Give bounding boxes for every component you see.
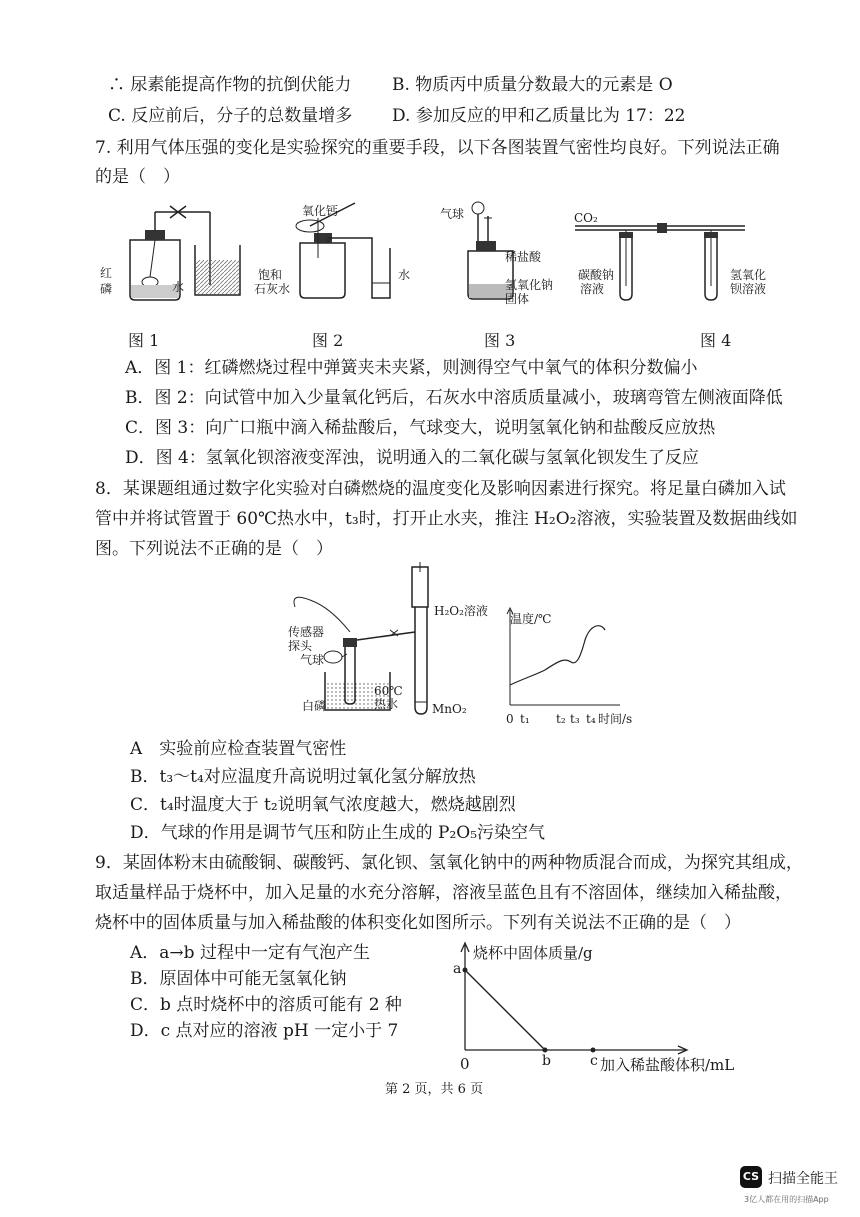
q7-option-b: B．图 2：向试管中加入少量氧化钙后，石灰水中溶质质量减小，玻璃弯管左侧液面降低: [125, 388, 783, 408]
q8-label-hot1: 60℃: [374, 684, 403, 698]
q8-label-mno2: MnO₂: [432, 702, 467, 716]
fig1-caption: 图 1: [128, 331, 160, 350]
fig4-label-na2co3-1: 碳酸钠: [578, 268, 615, 282]
q9-stem-line3: 烧杯中的固体质量与加入稀盐酸的体积变化如图所示。下列有关说法不正确的是（ ）: [95, 913, 741, 933]
q8-label-hot2: 热水: [374, 697, 399, 711]
fig2-caption: 图 2: [312, 331, 344, 350]
fig3-label-naoh2: 固体: [505, 292, 530, 306]
q8-label-sensor1: 传感器: [288, 625, 325, 639]
q9-point-label-c: c: [590, 1053, 598, 1069]
q9-option-c: C．b 点时烧杯中的溶质可能有 2 种: [130, 995, 402, 1015]
fig1-label-water: 水: [172, 280, 185, 294]
fig2-label-water: 水: [398, 268, 411, 282]
q9-point-a: [463, 968, 468, 973]
q9-point-c: [591, 1048, 596, 1053]
q8-label-h2o2: H₂O₂溶液: [434, 604, 488, 618]
q8-option-b: B．t₃～t₄对应温度升高说明过氧化氢分解放热: [130, 767, 476, 787]
q7-stem-line1: 7. 利用气体压强的变化是实验探究的重要手段，以下各图装置气密性均良好。下列说法正确: [95, 138, 780, 158]
watermark-tagline: 3亿人都在用的扫描App: [744, 1195, 829, 1204]
q9-point-b: [543, 1048, 548, 1053]
q6-option-d: D. 参加反应的甲和乙质量比为 17：22: [392, 106, 686, 126]
q6-option-c: C. 反应前后，分子的总数量增多: [108, 106, 353, 126]
q8-stem-line3: 图。下列说法不正确的是（ ）: [95, 539, 333, 559]
fig4-label-baoh-1: 氢氧化: [730, 268, 767, 282]
q9-series-line: [465, 970, 545, 1050]
fig1-label-red: 红: [100, 266, 113, 280]
q8-chart-tick0: 0: [506, 712, 514, 726]
q8-chart-ylabel: 温度/℃: [510, 612, 552, 626]
q7-stem-line2: 的是（ ）: [95, 167, 180, 187]
q9-chart-origin: 0: [460, 1055, 470, 1073]
q9-chart-xlabel: 加入稀盐酸体积/mL: [600, 1056, 735, 1074]
q6-option-b: B. 物质丙中质量分数最大的元素是 O: [392, 75, 673, 95]
q9-stem-line1: 9．某固体粉末由硫酸铜、碳酸钙、氯化钡、氢氧化钠中的两种物质混合而成，为探究其组成，: [95, 853, 803, 873]
q8-option-c: C．t₄时温度大于 t₂说明氧气浓度越大，燃烧越剧烈: [130, 795, 516, 815]
q8-option-a: A 实验前应检查装置气密性: [130, 739, 347, 759]
page-footer: 第 2 页，共 6 页: [385, 1082, 484, 1097]
q8-label-sensor2: 探头: [288, 639, 313, 653]
q8-label-whitep: 白磷: [302, 699, 327, 713]
q9-option-b: B．原固体中可能无氢氧化钠: [130, 969, 347, 989]
q9-point-label-b: b: [542, 1053, 551, 1069]
q9-option-a: A．a→b 过程中一定有气泡产生: [130, 943, 370, 963]
q8-chart-tick4: t₄: [586, 712, 596, 726]
fig3-label-hcl: 稀盐酸: [505, 250, 542, 264]
q8-stem-line2: 管中并将试管置于 60℃热水中，t₃时，打开止水夹，推注 H₂O₂溶液，实验装置及数据曲线如: [95, 509, 798, 529]
q6-option-a: ∴ 尿素能提高作物的抗倒伏能力: [108, 75, 352, 95]
q8-chart-tick1: t₁: [520, 712, 530, 726]
q9-option-d: D．c 点对应的溶液 pH 一定小于 7: [130, 1021, 399, 1041]
q7-option-a: A．图 1：红磷燃烧过程中弹簧夹未夹紧，则测得空气中氧气的体积分数偏小: [125, 358, 698, 378]
fig1-label-p: 磷: [100, 282, 113, 296]
q7-figure-2: [280, 198, 410, 308]
q7-option-d: D．图 4：氢氧化钡溶液变浑浊，说明通入的二氧化碳与氢氧化钡发生了反应: [125, 448, 699, 468]
q8-label-balloon: 气球: [300, 653, 325, 667]
q9-stem-line2: 取适量样品于烧杯中，加入足量的水充分溶解，溶液呈蓝色且有不溶固体，继续加入稀盐酸，: [95, 883, 792, 903]
q8-chart-tick3: t₃: [570, 712, 580, 726]
watermark-brand: 扫描全能王: [768, 1171, 838, 1187]
q8-chart-tick2: t₂: [556, 712, 566, 726]
fig4-label-na2co3-2: 溶液: [580, 282, 605, 296]
q8-stem-line1: 8．某课题组通过数字化实验对白磷燃烧的温度变化及影响因素进行探究。将足量白磷加入试: [95, 479, 786, 499]
fig3-label-balloon: 气球: [440, 207, 465, 221]
q8-chart-xlabel: 时间/s: [598, 712, 633, 726]
fig4-caption: 图 4: [700, 331, 732, 350]
fig3-label-naoh1: 氢氧化钠: [505, 278, 554, 292]
fig4-label-baoh-2: 钡溶液: [730, 282, 767, 296]
fig3-caption: 图 3: [484, 331, 516, 350]
q8-option-d: D．气球的作用是调节气压和防止生成的 P₂O₅污染空气: [130, 823, 546, 843]
fig2-label-cao: 氧化钙: [302, 204, 339, 218]
q7-option-c: C．图 3：向广口瓶中滴入稀盐酸后，气球变大，说明氢氧化钠和盐酸反应放热: [125, 418, 716, 438]
q9-chart-ylabel: 烧杯中固体质量/g: [473, 944, 593, 962]
camscanner-logo: CS: [740, 1166, 762, 1188]
q9-point-label-a: a: [453, 961, 462, 977]
fig2-label-lime2: 石灰水: [254, 282, 291, 296]
fig4-label-co2: CO₂: [574, 211, 598, 225]
fig2-label-lime1: 饱和: [258, 268, 283, 282]
